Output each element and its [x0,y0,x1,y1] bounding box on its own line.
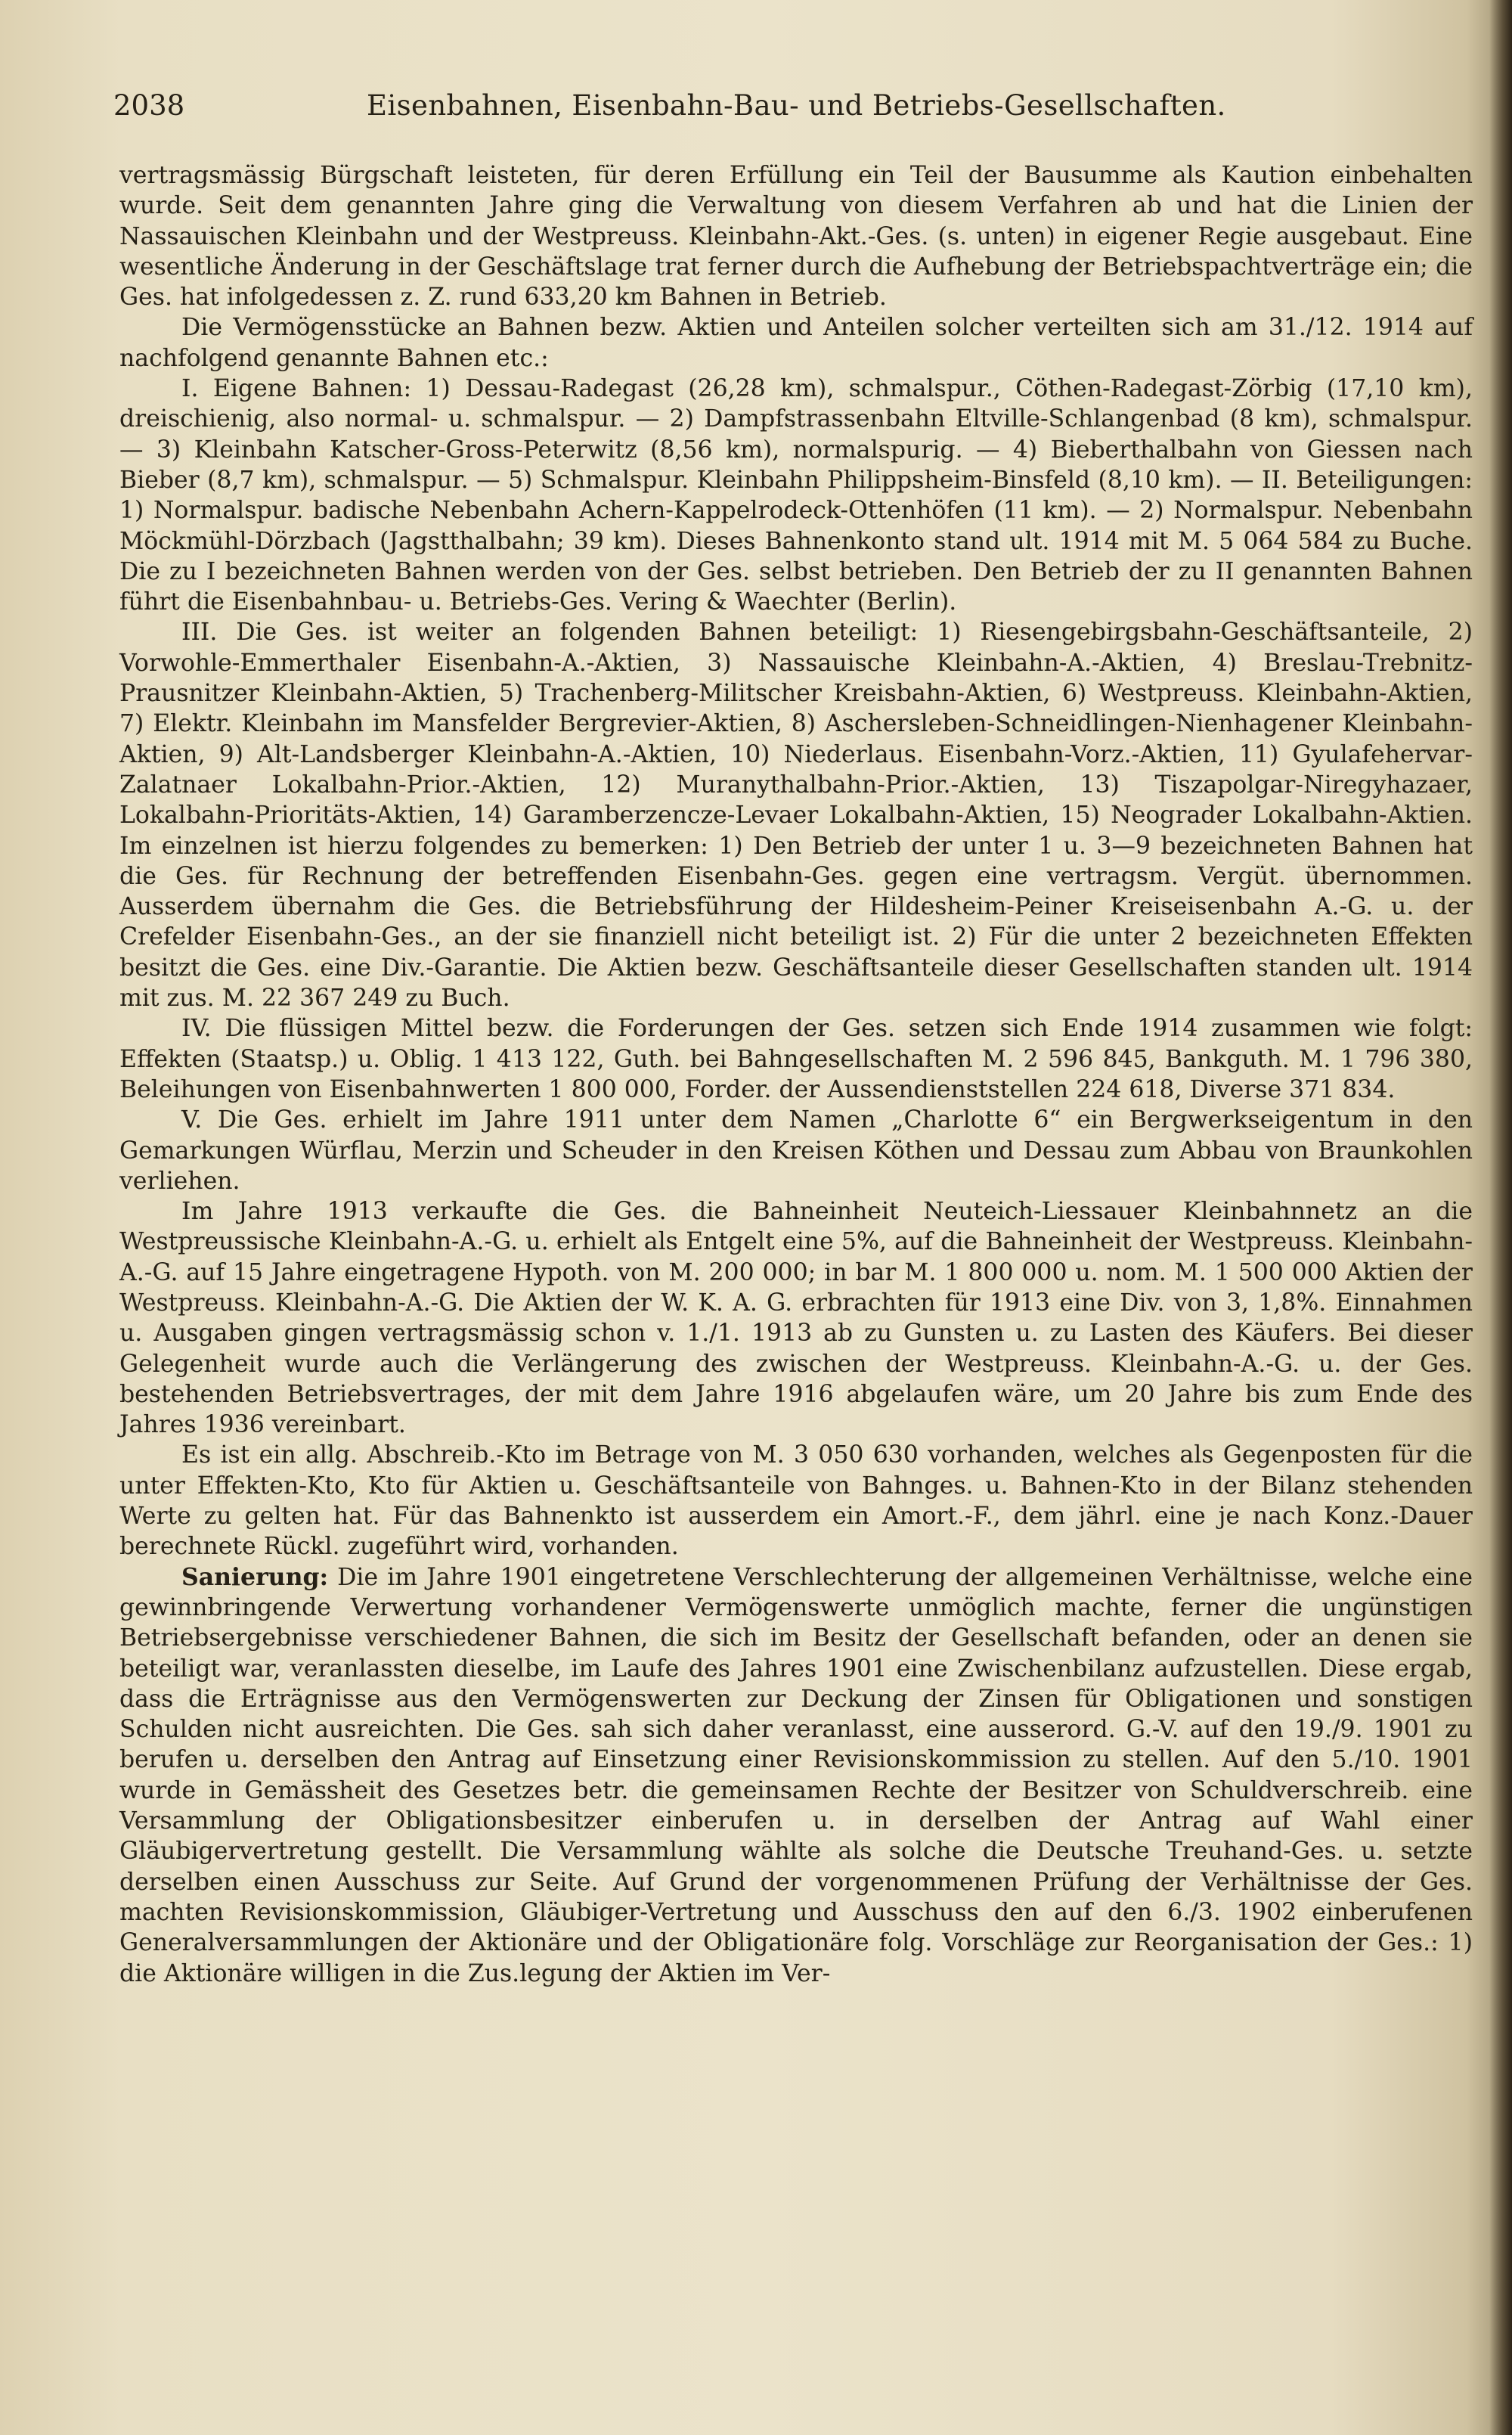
paragraph: V. Die Ges. erhielt im Jahre 1911 unter dem Namen „Charlotte 6“ ein Bergwerkseigentum in den Gemarkungen Würflau, Merzin und Scheuder in den Kreisen Köthen und Dessau zum Abbau von Braunkohlen verliehen. [119,1106,1473,1195]
running-title: Eisenbahnen, Eisenbahn-Bau- und Betriebs-Gesellschaften. [367,89,1226,122]
paragraph: IV. Die flüssigen Mittel bezw. die Forderungen der Ges. setzen sich Ende 1914 zusammen wie folgt: Effekten (Staatsp.) u. Oblig. 1 413 122, Guth. bei Bahngesellschaften M. 2 596 845, Bankguth. M. 1 796 380, Beleihungen von Eisenbahnwerten 1 800 000, Forder. der Aussendienststellen 224 618, Diverse 371 834. [119,1015,1473,1103]
page-header [113,89,1474,135]
paragraph: Im Jahre 1913 verkaufte die Ges. die Bahneinheit Neuteich-Liessauer Kleinbahnnetz an die Westpreussische Kleinbahn-A.-G. u. erhielt als Entgelt eine 5%, auf die Bahneinheit der Westpreuss. Kleinbahn-A.-G. auf 15 Jahre eingetragene Hypoth. von M. 200 000; in bar M. 1 800 000 u. nom. M. 1 500 000 Aktien der Westpreuss. Kleinbahn-A.-G. Die Aktien der W. K. A. G. erbrachten für 1913 eine Div. von 3, 1,8%. Einnahmen u. Ausgaben gingen vertragsmässig schon v. 1./1. 1913 ab zu Gunsten u. zu Lasten des Käufers. Bei dieser Gelegenheit wurde auch die Verlängerung des zwischen der Westpreuss. Kleinbahn-A.-G. u. der Ges. bestehenden Betriebsvertrages, der mit dem Jahre 1916 abgelaufen wäre, um 20 Jahre bis zum Ende des Jahres 1936 vereinbart. [119,1198,1473,1439]
book-gutter-shadow [1489,0,1512,2435]
paragraph: Die Vermögensstücke an Bahnen bezw. Aktien und Anteilen solcher verteilten sich am 31./12. 1914 auf nachfolgend genannte Bahnen etc.: [119,314,1473,372]
paragraph: I. Eigene Bahnen: 1) Dessau-Radegast (26,28 km), schmalspur., Cöthen-Radegast-Zörbig (17,10 km), dreischienig, also normal- u. schmalspur. — 2) Dampfstrassenbahn Eltville-Schlangenbad (8 km), schmalspur. — 3) Kleinbahn Katscher-Gross-Peterwitz (8,56 km), normalspurig. — 4) Bieberthalbahn von Giessen nach Bieber (8,7 km), schmalspur. — 5) Schmalspur. Kleinbahn Philippsheim-Binsfeld (8,10 km). — II. Beteiligungen: 1) Normalspur. badische Nebenbahn Achern-Kappelrodeck-Ottenhöfen (11 km). — 2) Normalspur. Nebenbahn Möckmühl-Dörzbach (Jagstthalbahn; 39 km). Dieses Bahnenkonto stand ult. 1914 mit M. 5 064 584 zu Buche. Die zu I bezeichneten Bahnen werden von der Ges. selbst betrieben. Den Betrieb der zu II genannten Bahnen führt die Eisenbahnbau- u. Betriebs-Ges. Vering & Waechter (Berlin). [119,375,1473,616]
paragraph: III. Die Ges. ist weiter an folgenden Bahnen beteiligt: 1) Riesengebirgsbahn-Geschäftsanteile, 2) Vorwohle-Emmerthaler Eisenbahn-A.-Aktien, 3) Nassauische Kleinbahn-A.-Aktien, 4) Breslau-Trebnitz-Prausnitzer Kleinbahn-Aktien, 5) Trachenberg-Militscher Kreisbahn-Aktien, 6) Westpreuss. Kleinbahn-Aktien, 7) Elektr. Kleinbahn im Mansfelder Bergrevier-Aktien, 8) Aschersleben-Schneidlingen-Nienhagener Kleinbahn-Aktien, 9) Alt-Landsberger Kleinbahn-A.-Aktien, 10) Niederlaus. Eisenbahn-Vorz.-Aktien, 11) Gyulafehervar-Zalatnaer Lokalbahn-Prior.-Aktien, 12) Muranythalbahn-Prior.-Aktien, 13) Tiszapolgar-Niregyhazaer, Lokalbahn-Prioritäts-Aktien, 14) Garamberzencze-Levaer Lokalbahn-Aktien, 15) Neograder Lokalbahn-Aktien. Im einzelnen ist hierzu folgendes zu bemerken: 1) Den Betrieb der unter 1 u. 3—9 bezeichneten Bahnen hat die Ges. für Rechnung der betreffenden Eisenbahn-Ges. gegen eine vertragsm. Vergüt. übernommen. Ausserdem übernahm die Ges. die Betriebsführung der Hildesheim-Peiner Kreiseisenbahn A.-G. u. der Crefelder Eisenbahn-Ges., an der sie finanziell nicht beteiligt ist. 2) Für die unter 2 bezeichneten Effekten besitzt die Ges. eine Div.-Garantie. Die Aktien bezw. Geschäftsanteile dieser Gesellschaften standen ult. 1914 mit zus. M. 22 367 249 zu Buch. [119,619,1473,1013]
page-number: 2038 [113,89,185,122]
paragraph: Es ist ein allg. Abschreib.-Kto im Betrage von M. 3 050 630 vorhanden, welches als Gegenposten für die unter Effekten-Kto, Kto für Aktien u. Geschäftsanteile von Bahnges. u. Bahnen-Kto in der Bilanz stehenden Werte zu gelten hat. Für das Bahnenkto ist ausserdem ein Amort.-F., dem jährl. eine je nach Konz.-Dauer berechnete Rückl. zugeführt wird, vorhanden. [119,1441,1473,1561]
body-text [119,160,1473,1989]
paragraph: vertragsmässig Bürgschaft leisteten, für deren Erfüllung ein Teil der Bausumme als Kaution einbehalten wurde. Seit dem genannten Jahre ging die Verwaltung von diesem Verfahren ab und hat die Linien der Nassauischen Kleinbahn und der Westpreuss. Kleinbahn-Akt.-Ges. (s. unten) in eigener Regie ausgebaut. Eine wesentliche Änderung in der Geschäftslage trat ferner durch die Aufhebung der Betriebspachtverträge ein; die Ges. hat infolgedessen z. Z. rund 633,20 km Bahnen in Betrieb. [119,162,1473,312]
section-lead: Sanierung: [181,1562,329,1591]
paragraph-sanierung: Sanierung: Die im Jahre 1901 eingetretene Verschlechterung der allgemeinen Verhältnisse, welche eine gewinnbringende Verwertung vorhandener Vermögenswerte unmöglich machte, ferner die ungünstigen Betriebsergebnisse verschiedener Bahnen, die sich im Besitz der Gesellschaft befanden, oder an denen sie beteiligt war, veranlassten dieselbe, im Laufe des Jahres 1901 eine Zwischenbilanz aufzustellen. Diese ergab, dass die Erträgnisse aus den Vermögenswerten zur Deckung der Zinsen für Obligationen und sonstigen Schulden nicht ausreichten. Die Ges. sah sich daher veranlasst, eine ausserord. G.-V. auf den 19./9. 1901 zu berufen u. derselben den Antrag auf Einsetzung einer Revisionskommission zu stellen. Auf den 5./10. 1901 wurde in Gemässheit des Gesetzes betr. die gemeinsamen Rechte der Besitzer von Schuldverschreib. eine Versammlung der Obligationsbesitzer einberufen u. in derselben der Antrag auf Wahl einer Gläubigervertretung gestellt. Die Versammlung wählte als solche die Deutsche Treuhand-Ges. u. setzte derselben einen Ausschuss zur Seite. Auf Grund der vorgenommenen Prüfung der Verhältnisse der Ges. machten Revisionskommission, Gläubiger-Vertretung und Ausschuss den auf den 6./3. 1902 einberufenen Generalversammlungen der Aktionäre und der Obligationäre folg. Vorschläge zur Reorganisation der Ges.: 1) die Aktionäre willigen in die Zus.legung der Aktien im Ver- [119,1562,1473,1987]
